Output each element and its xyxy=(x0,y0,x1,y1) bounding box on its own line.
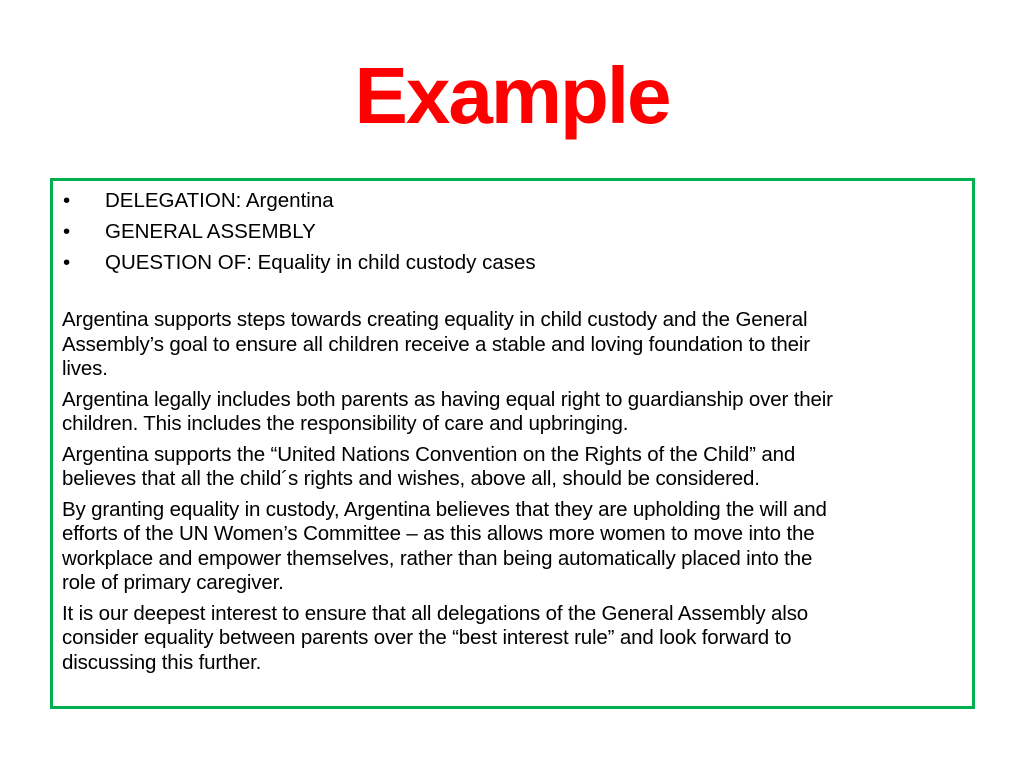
bullet-icon: • xyxy=(63,189,71,212)
paragraph-line: Argentina legally includes both parents as having equal right to guardianship over their xyxy=(62,387,833,411)
bullet-list xyxy=(61,185,536,278)
paragraph-line: It is our deepest interest to ensure that all delegations of the General Assembly also xyxy=(62,601,809,625)
bullet-text: GENERAL ASSEMBLY xyxy=(105,220,316,243)
bullet-item xyxy=(61,216,536,247)
paragraph-line: believes that all the child´s rights and wishes, above all, should be considered. xyxy=(62,467,760,490)
paragraph xyxy=(62,498,977,596)
paragraph-line: discussing this further. xyxy=(62,650,262,674)
paragraph-line: By granting equality in custody, Argentina believes that they are upholding the will and xyxy=(62,497,827,521)
paragraph-line: children. This includes the responsibility of care and upbringing. xyxy=(62,412,629,435)
bullet-icon: • xyxy=(63,220,71,243)
paragraph-line: efforts of the UN Women’s Committee – as this allows more women to move into the xyxy=(62,522,815,545)
bullet-text: QUESTION OF: Equality in child custody cases xyxy=(105,251,536,274)
paragraph-line: Argentina supports steps towards creating equality in child custody and the General xyxy=(62,308,808,331)
paragraph-line: lives. xyxy=(62,357,108,380)
paragraph-line: workplace and empower themselves, rather than being automatically placed into the xyxy=(62,546,813,570)
paragraph-line: role of primary caregiver. xyxy=(62,571,284,594)
bullet-item xyxy=(61,185,536,216)
paragraph-line: Argentina supports the “United Nations Convention on the Rights of the Child” and xyxy=(62,442,796,466)
paragraph-line: Assembly’s goal to ensure all children receive a stable and loving foundation to their xyxy=(62,332,810,356)
content-box xyxy=(50,178,975,709)
slide-title: Example xyxy=(354,51,670,140)
paragraph xyxy=(62,443,977,492)
paragraph xyxy=(62,388,977,437)
paragraph xyxy=(62,602,977,676)
paragraph-line: consider equality between parents over the “best interest rule” and look forward to xyxy=(62,626,792,649)
bullet-text: DELEGATION: Argentina xyxy=(105,189,334,212)
bullet-icon: • xyxy=(63,251,71,274)
paragraph xyxy=(62,308,977,382)
body-paragraphs xyxy=(62,308,977,681)
bullet-item xyxy=(61,247,536,278)
